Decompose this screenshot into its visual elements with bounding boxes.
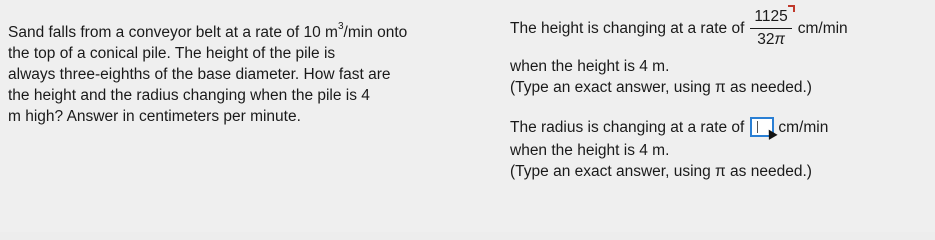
radius-rate-condition: when the height is 4 m. (510, 142, 670, 159)
fraction-denominator (753, 30, 789, 50)
height-rate-fraction[interactable] (750, 7, 791, 50)
height-rate-hint: (Type an exact answer, using π as needed.) (510, 79, 812, 96)
fraction-bar (750, 28, 791, 29)
answer-marker-icon (788, 5, 795, 12)
radius-rate-unit: cm/min (778, 118, 829, 136)
height-rate-row (510, 0, 930, 56)
question-line-1-text: Sand falls from a conveyor belt at a rate of 10 m (8, 24, 338, 42)
question-line-3: always three-eighths of the base diameter. How fast are (8, 66, 391, 84)
pi-symbol: π (774, 30, 785, 48)
height-rate-prefix: The height is changing at a rate of (510, 19, 745, 37)
question-line-5: m high? Answer in centimeters per minute. (8, 108, 301, 126)
question-text (8, 18, 478, 127)
mouse-pointer-icon (765, 127, 778, 140)
denominator-number: 32 (757, 30, 775, 48)
question-line-4: the height and the radius changing when the pile is 4 (8, 87, 370, 105)
text-caret-icon (757, 121, 758, 133)
radius-rate-input[interactable] (750, 117, 774, 137)
radius-rate-prefix: The radius is changing at a rate of (510, 118, 745, 136)
question-line-1 (8, 18, 478, 43)
question-line-1-suffix: /min onto (343, 24, 408, 42)
question-line-2: the top of a conical pile. The height of the pile is (8, 45, 336, 63)
height-rate-unit: cm/min (797, 19, 848, 37)
height-rate-condition: when the height is 4 m. (510, 58, 670, 75)
answer-area (510, 7, 930, 184)
radius-rate-hint: (Type an exact answer, using π as needed.) (510, 163, 812, 180)
radius-rate-row (510, 114, 930, 140)
fraction-numerator: 1125 (754, 7, 788, 25)
cubic-exponent: 3 (337, 21, 344, 32)
